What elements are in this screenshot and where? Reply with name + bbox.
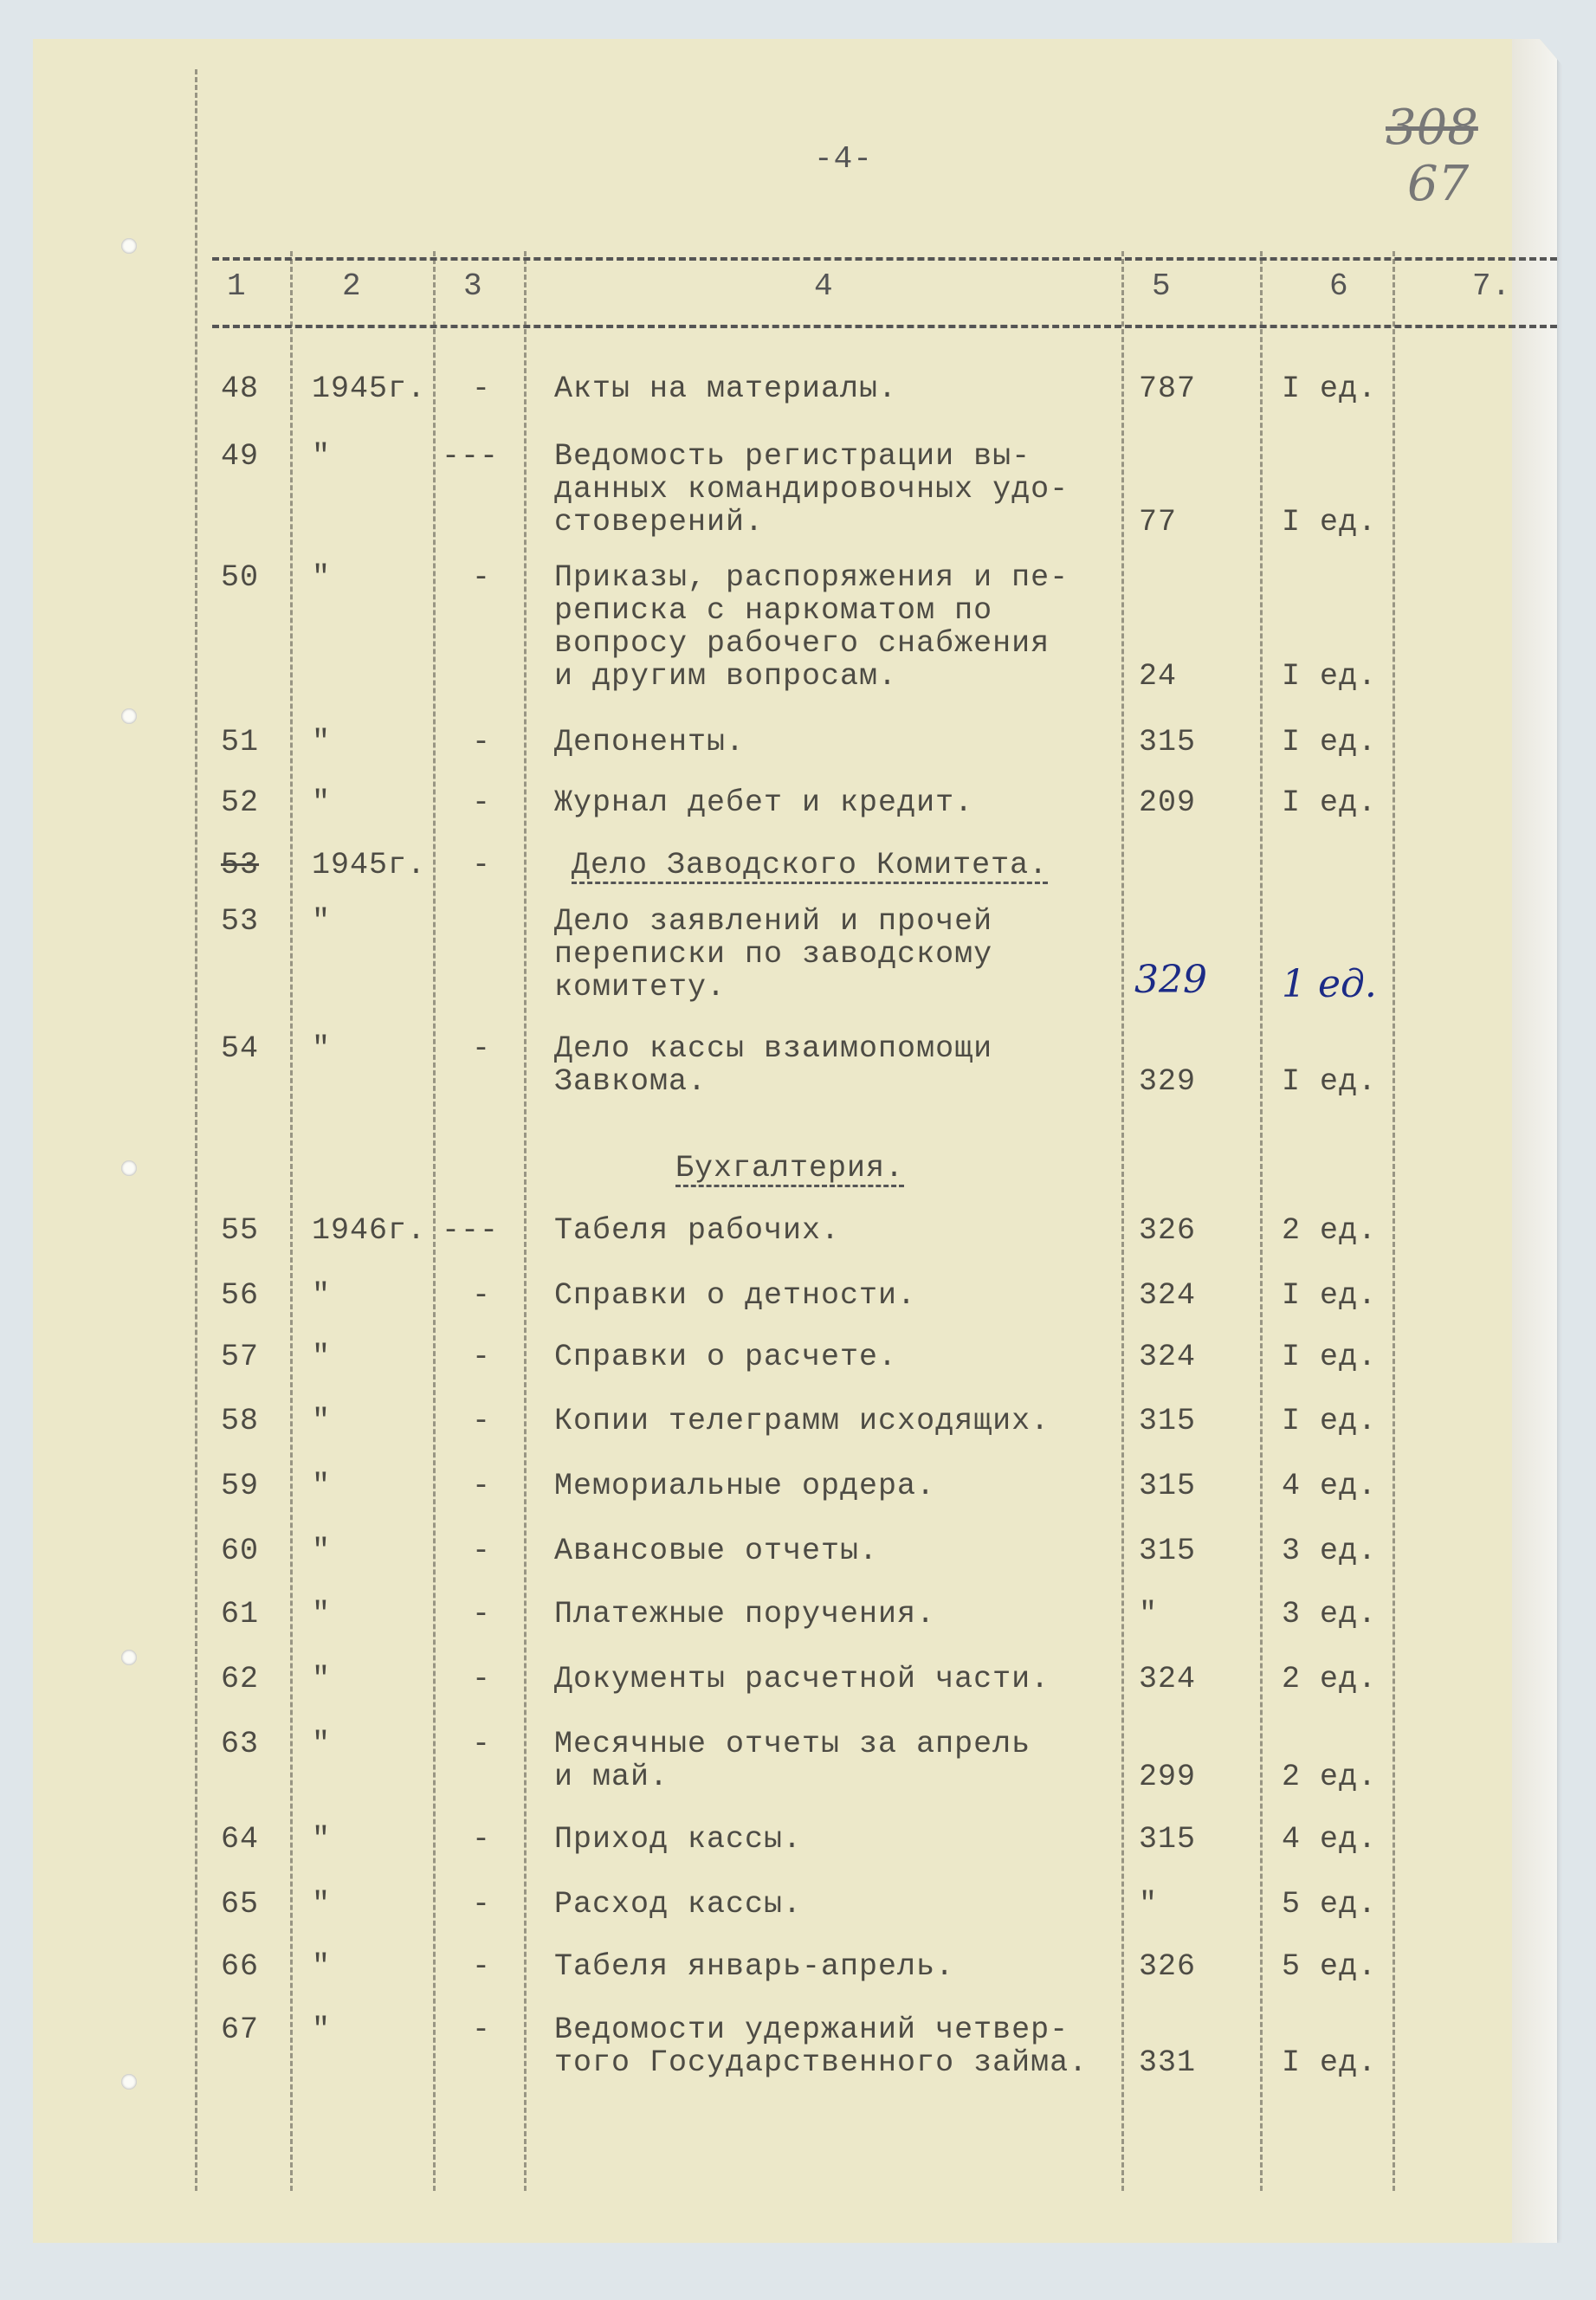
row-year: " xyxy=(312,1822,332,1857)
row-sheet-count: 326 xyxy=(1139,1949,1197,1984)
row-description: переписки по заводскому xyxy=(554,937,993,972)
row-year: " xyxy=(312,1887,332,1922)
row-units: 2 ед. xyxy=(1282,1213,1378,1248)
row-year: 1945г. xyxy=(312,848,427,882)
row-column-3: - xyxy=(472,1662,492,1696)
row-column-3: - xyxy=(472,1278,492,1313)
row-number: 48 xyxy=(221,371,260,406)
row-units: I ед. xyxy=(1282,505,1378,539)
row-description: комитету. xyxy=(554,970,727,1005)
row-description: Дело кассы взаимопомощи xyxy=(554,1031,993,1066)
row-number: 51 xyxy=(221,725,260,759)
row-number: 54 xyxy=(221,1031,260,1066)
punch-hole xyxy=(121,238,137,254)
row-description: Платежные поручения. xyxy=(554,1597,936,1631)
page-edge xyxy=(1512,39,1557,2300)
row-year: " xyxy=(312,1278,332,1313)
row-number: 66 xyxy=(221,1949,260,1984)
row-year: " xyxy=(312,785,332,820)
row-description: Справки о расчете. xyxy=(554,1340,898,1374)
column-divider xyxy=(290,251,293,2191)
row-column-3: - xyxy=(472,848,492,882)
column-divider xyxy=(1260,251,1263,2191)
row-sheet-count: 331 xyxy=(1139,2045,1197,2080)
row-units: I ед. xyxy=(1282,1404,1378,1438)
row-number: 60 xyxy=(221,1534,260,1568)
row-column-3: - xyxy=(472,1031,492,1066)
row-number: 58 xyxy=(221,1404,260,1438)
header-bottom-rule xyxy=(212,325,1557,328)
row-column-3: --- xyxy=(442,439,500,474)
row-column-3: - xyxy=(472,1534,492,1568)
row-year: " xyxy=(312,725,332,759)
row-units: 2 ед. xyxy=(1282,1662,1378,1696)
row-column-3: - xyxy=(472,725,492,759)
row-description: Авансовые отчеты. xyxy=(554,1534,879,1568)
column-header-5: 5 xyxy=(1152,268,1172,304)
row-number: 61 xyxy=(221,1597,260,1631)
row-year: " xyxy=(312,1031,332,1066)
row-sheet-count: 24 xyxy=(1139,659,1178,694)
row-number: 53 xyxy=(221,848,260,882)
row-sheet-count: 315 xyxy=(1139,1822,1197,1857)
row-sheet-count: 324 xyxy=(1139,1278,1197,1313)
page-number: -4- xyxy=(814,141,873,177)
row-units: I ед. xyxy=(1282,371,1378,406)
row-number: 55 xyxy=(221,1213,260,1248)
row-description: того Государственного займа. xyxy=(554,2045,1089,2080)
punch-hole xyxy=(121,708,137,724)
row-year: " xyxy=(312,1949,332,1984)
row-year: " xyxy=(312,560,332,595)
row-sheet-count: 77 xyxy=(1139,505,1178,539)
archive-sheet-number: 67 xyxy=(1407,156,1470,212)
row-units: 2 ед. xyxy=(1282,1760,1378,1794)
row-sheet-count: 315 xyxy=(1139,1534,1197,1568)
row-year: " xyxy=(312,1597,332,1631)
row-description: Завкома. xyxy=(554,1064,708,1099)
header-top-rule xyxy=(212,257,1557,261)
punch-hole xyxy=(121,1650,137,1665)
row-description: Ведомости удержаний четвер- xyxy=(554,2012,1069,2047)
row-description: Табеля рабочих. xyxy=(554,1213,841,1248)
row-description: и май. xyxy=(554,1760,669,1794)
row-year: 1946г. xyxy=(312,1213,427,1248)
row-column-3: - xyxy=(472,1340,492,1374)
row-column-3: - xyxy=(472,1822,492,1857)
row-units: I ед. xyxy=(1282,1340,1378,1374)
crossed-archive-number: 308 xyxy=(1386,100,1478,156)
row-description: Документы расчетной части. xyxy=(554,1662,1050,1696)
row-number: 52 xyxy=(221,785,260,820)
row-sheet-count: 209 xyxy=(1139,785,1197,820)
row-units: 4 ед. xyxy=(1282,1469,1378,1503)
row-description: Депоненты. xyxy=(554,725,746,759)
row-year: " xyxy=(312,904,332,939)
column-header-2: 2 xyxy=(342,268,362,304)
row-sheet-count: 315 xyxy=(1139,1404,1197,1438)
row-year: " xyxy=(312,1404,332,1438)
row-year: " xyxy=(312,1340,332,1374)
row-sheet-count: 324 xyxy=(1139,1662,1197,1696)
row-column-3: --- xyxy=(442,1213,500,1248)
row-description: Месячные отчеты за апрель xyxy=(554,1727,1031,1761)
row-column-3: - xyxy=(472,1404,492,1438)
row-column-3: - xyxy=(472,2012,492,2047)
row-year: 1945г. xyxy=(312,371,427,406)
row-number: 56 xyxy=(221,1278,260,1313)
row-year: " xyxy=(312,1662,332,1696)
row-description: Дело заявлений и прочей xyxy=(554,904,993,939)
column-divider xyxy=(1392,251,1395,2191)
row-units: I ед. xyxy=(1282,659,1378,694)
row-number: 57 xyxy=(221,1340,260,1374)
row-number: 53 xyxy=(221,904,260,939)
row-column-3: - xyxy=(472,371,492,406)
row-units: I ед. xyxy=(1282,725,1378,759)
row-description: Расход кассы. xyxy=(554,1887,803,1922)
margin-line xyxy=(195,69,197,2191)
row-sheet-count: 324 xyxy=(1139,1340,1197,1374)
column-header-4: 4 xyxy=(814,268,834,304)
row-year: " xyxy=(312,2012,332,2047)
row-description: вопросу рабочего снабжения xyxy=(554,626,1050,661)
row-sheet-count: 329 xyxy=(1134,958,1207,1002)
row-sheet-count: 315 xyxy=(1139,1469,1197,1503)
row-description: Приказы, распоряжения и пе- xyxy=(554,560,1069,595)
row-number: 50 xyxy=(221,560,260,595)
row-units: 3 ед. xyxy=(1282,1597,1378,1631)
row-sheet-count: 315 xyxy=(1139,725,1197,759)
row-column-3: - xyxy=(472,785,492,820)
column-header-3: 3 xyxy=(463,268,483,304)
row-number: 49 xyxy=(221,439,260,474)
row-description: данных командировочных удо- xyxy=(554,472,1069,507)
row-description: Мемориальные ордера. xyxy=(554,1469,936,1503)
row-year: " xyxy=(312,1469,332,1503)
row-units: 1 ед. xyxy=(1282,962,1377,1006)
row-column-3: - xyxy=(472,1469,492,1503)
row-units: I ед. xyxy=(1282,785,1378,820)
row-column-3: - xyxy=(472,1949,492,1984)
row-year: " xyxy=(312,1534,332,1568)
row-column-3: - xyxy=(472,560,492,595)
row-sheet-count: " xyxy=(1139,1597,1159,1631)
row-number: 63 xyxy=(221,1727,260,1761)
row-description: и другим вопросам. xyxy=(554,659,898,694)
row-number: 67 xyxy=(221,2012,260,2047)
row-column-3: - xyxy=(472,1727,492,1761)
row-units: I ед. xyxy=(1282,1278,1378,1313)
row-description: Копии телеграмм исходящих. xyxy=(554,1404,1050,1438)
section-heading: Дело Заводского Комитета. xyxy=(572,848,1049,882)
row-year: " xyxy=(312,1727,332,1761)
row-description: Приход кассы. xyxy=(554,1822,803,1857)
row-units: 5 ед. xyxy=(1282,1887,1378,1922)
row-description: Акты на материалы. xyxy=(554,371,898,406)
row-number: 65 xyxy=(221,1887,260,1922)
row-sheet-count: 329 xyxy=(1139,1064,1197,1099)
row-number: 64 xyxy=(221,1822,260,1857)
row-sheet-count: 787 xyxy=(1139,371,1197,406)
section-heading: Бухгалтерия. xyxy=(675,1151,905,1186)
row-units: I ед. xyxy=(1282,2045,1378,2080)
row-sheet-count: 326 xyxy=(1139,1213,1197,1248)
column-header-7: 7. xyxy=(1472,268,1512,304)
row-number: 62 xyxy=(221,1662,260,1696)
column-divider xyxy=(1121,251,1124,2191)
column-divider xyxy=(433,251,436,2191)
row-description: Справки о детности. xyxy=(554,1278,917,1313)
row-units: 3 ед. xyxy=(1282,1534,1378,1568)
row-column-3: - xyxy=(472,1887,492,1922)
row-number: 59 xyxy=(221,1469,260,1503)
row-year: " xyxy=(312,439,332,474)
row-units: 5 ед. xyxy=(1282,1949,1378,1984)
punch-hole xyxy=(121,1160,137,1176)
row-column-3: - xyxy=(472,1597,492,1631)
column-header-6: 6 xyxy=(1329,268,1349,304)
column-divider xyxy=(524,251,527,2191)
row-description: Журнал дебет и кредит. xyxy=(554,785,974,820)
row-units: 4 ед. xyxy=(1282,1822,1378,1857)
column-header-1: 1 xyxy=(227,268,247,304)
row-sheet-count: 299 xyxy=(1139,1760,1197,1794)
row-description: стоверений. xyxy=(554,505,765,539)
row-description: реписка с наркоматом по xyxy=(554,593,993,628)
punch-hole xyxy=(121,2074,137,2090)
row-description: Ведомость регистрации вы- xyxy=(554,439,1031,474)
row-description: Табеля январь-апрель. xyxy=(554,1949,955,1984)
row-sheet-count: " xyxy=(1139,1887,1159,1922)
row-units: I ед. xyxy=(1282,1064,1378,1099)
